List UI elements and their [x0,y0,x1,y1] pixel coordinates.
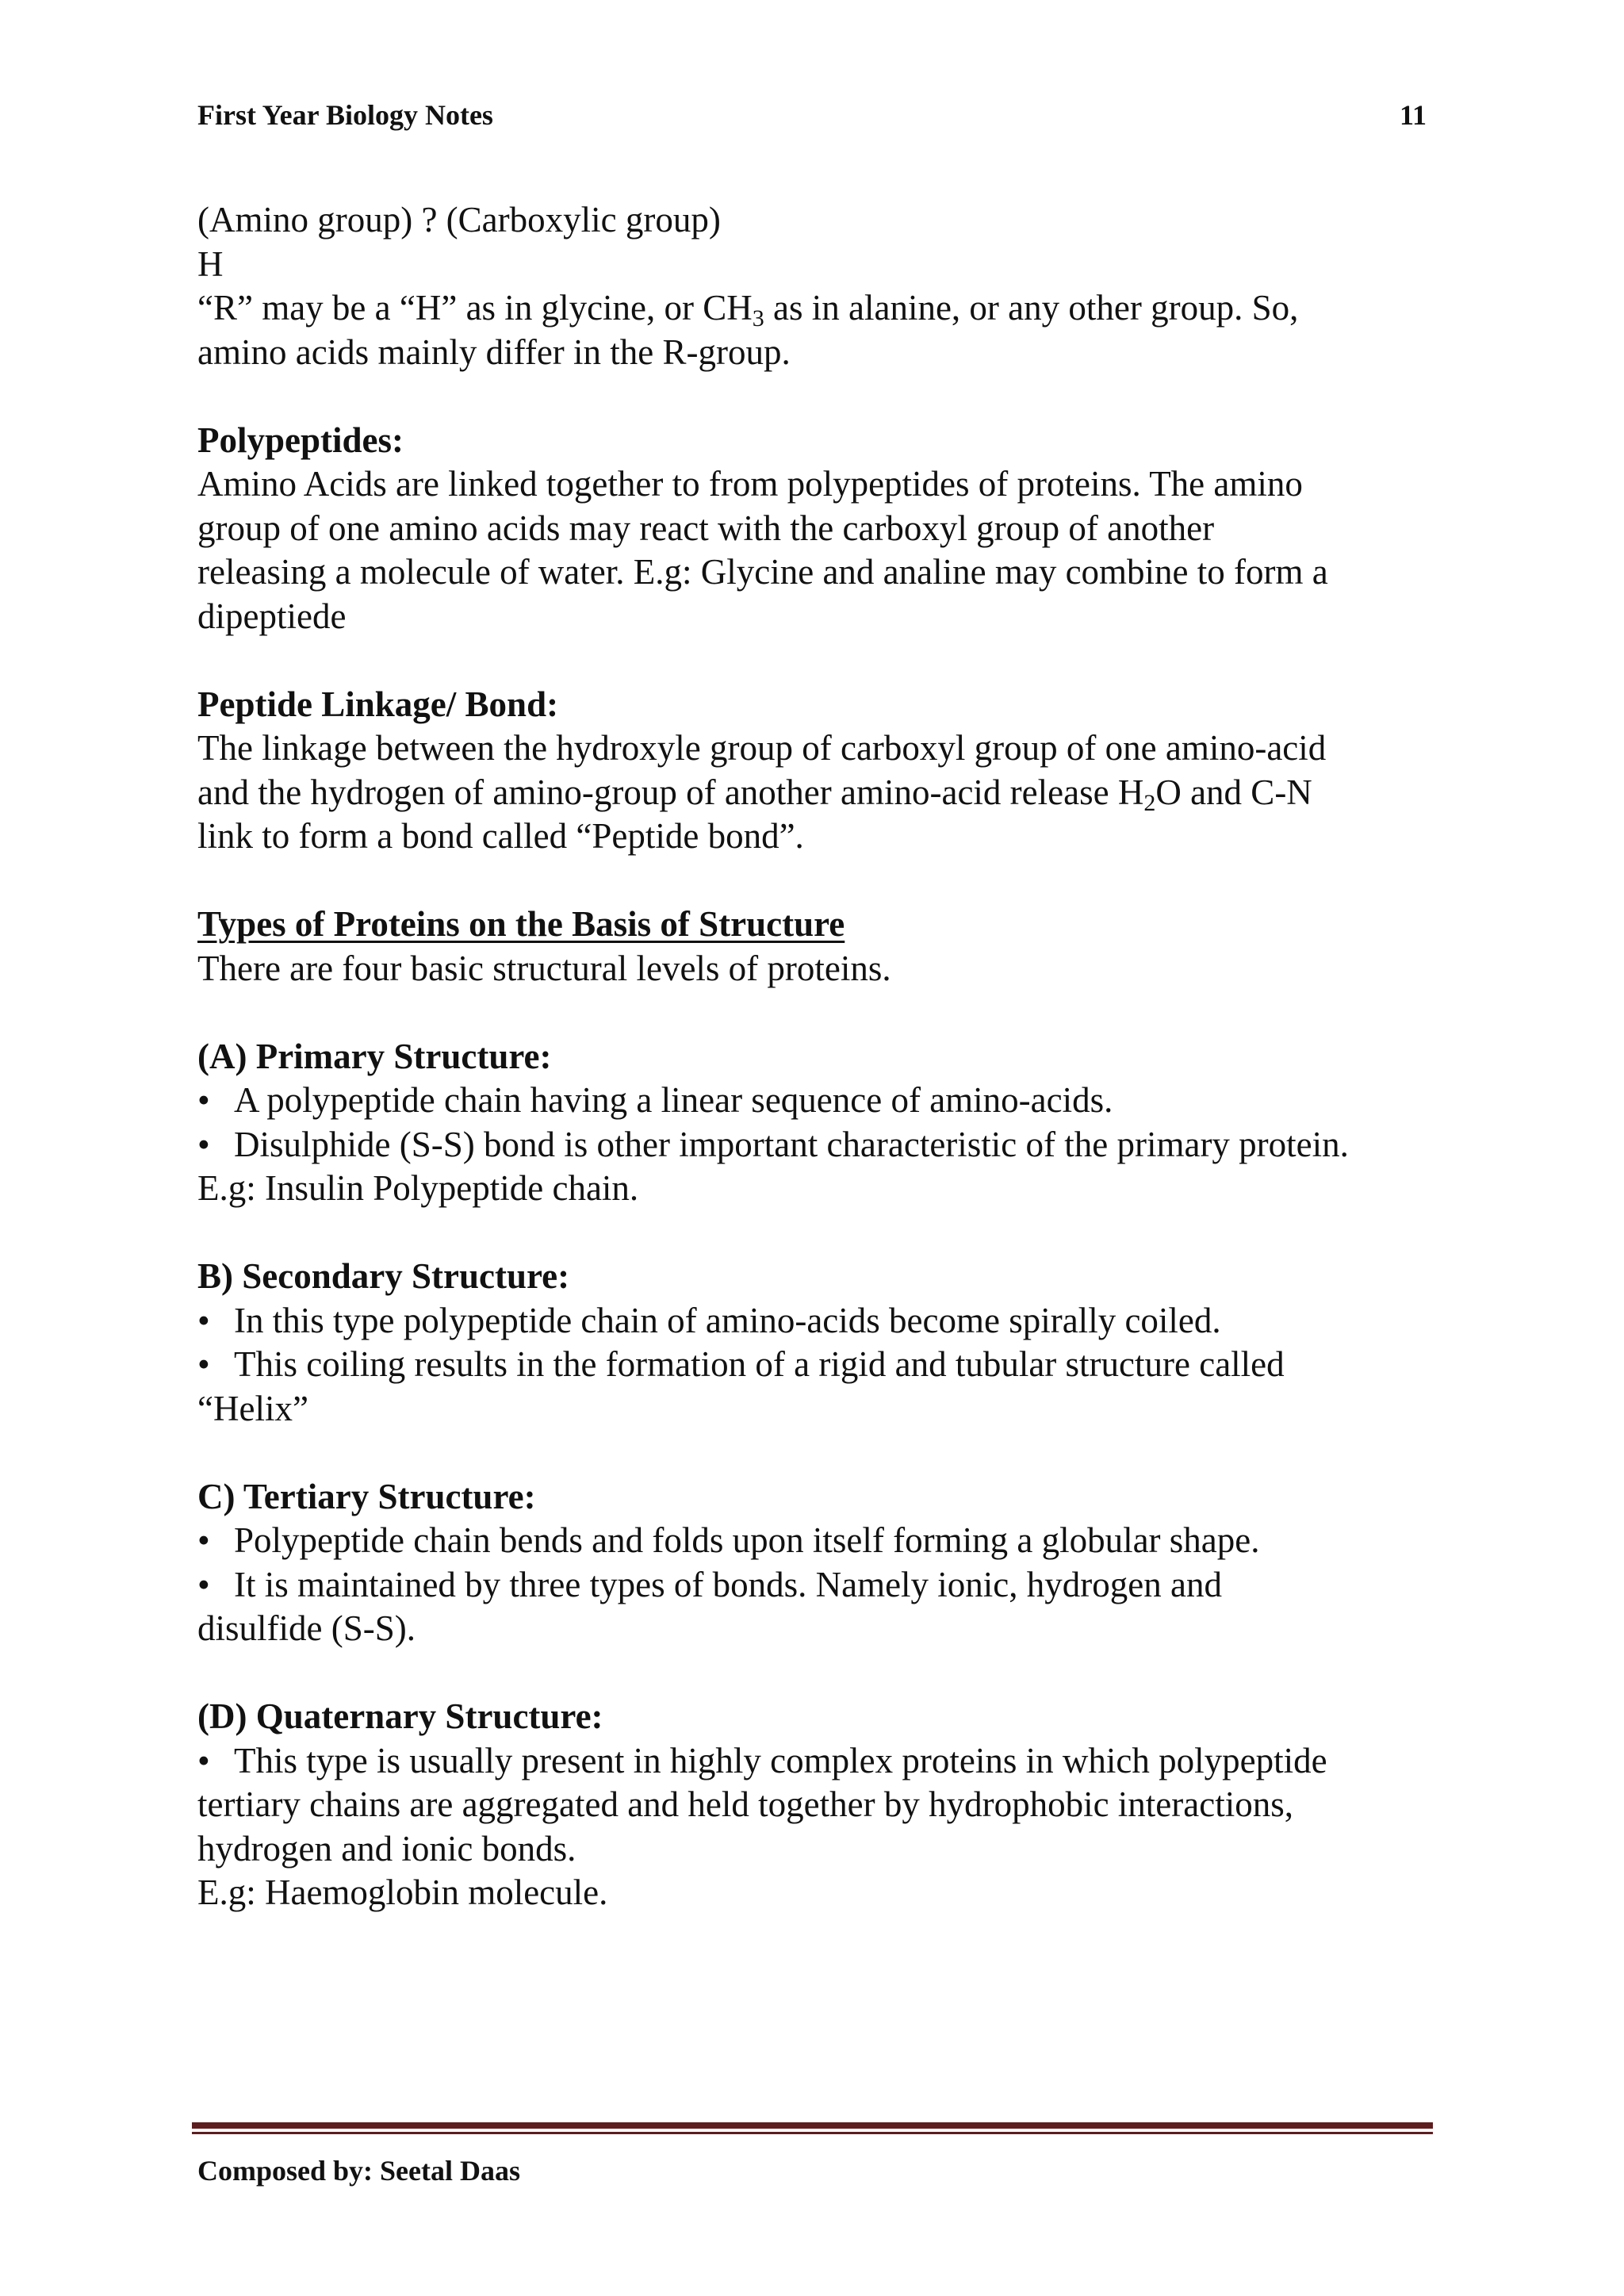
secondary-structure-heading: B) Secondary Structure: [197,1256,570,1296]
list-item-continuation: tertiary chains are aggregated and held together by hydrophobic interactions, [197,1784,1293,1824]
polypeptides-heading: Polypeptides: [197,420,404,460]
bullet-icon: • [197,1300,210,1340]
bullet-icon: • [197,1344,210,1384]
list-item: • It is maintained by three types of bonds. Namely ionic, hydrogen and [197,1563,1434,1608]
primary-example: E.g: Insulin Polypeptide chain. [197,1168,639,1208]
list-item: • A polypeptide chain having a linear sequence of amino-acids. [197,1079,1434,1123]
page-header [197,98,1427,132]
footer-credit: Composed by: Seetal Daas [197,2155,521,2187]
r-group-paragraph-cont: amino acids mainly differ in the R-group. [197,332,791,372]
r-group-paragraph: “R” may be a “H” as in glycine, or $CH_3$ as in alanine, or any other group. So, [197,288,1299,332]
primary-structure-heading: (A) Primary Structure: [197,1036,552,1076]
quaternary-example: E.g: Haemoglobin molecule. [197,1872,608,1912]
polypeptides-line: dipeptiede [197,596,347,636]
list-item: • This type is usually present in highly complex proteins in which polypeptide [197,1739,1434,1784]
document-title: First Year Biology Notes [197,99,493,131]
polypeptides-line: group of one amino acids may react with the carboxyl group of another [197,508,1215,548]
amino-formula-h: H [197,243,224,284]
page-number: 11 [1399,99,1427,131]
bullet-icon: • [197,1124,210,1164]
quaternary-structure-heading: (D) Quaternary Structure: [197,1696,603,1736]
list-item: • Polypeptide chain bends and folds upon itself forming a globular shape. [197,1519,1434,1563]
bullet-icon: • [197,1520,210,1560]
peptide-linkage-line: and the hydrogen of amino-group of another amino-acid release $H_2O$ and C-N [197,772,1312,816]
types-heading: Types of Proteins on the Basis of Structure [197,904,845,944]
list-item-continuation: “Helix” [197,1388,308,1428]
bullet-icon: • [197,1080,210,1120]
amino-formula-line: (Amino group) ? (Carboxylic group) [197,200,721,240]
polypeptides-line: releasing a molecule of water. E.g: Glycine and analine may combine to form a [197,552,1328,592]
tertiary-structure-heading: C) Tertiary Structure: [197,1476,536,1516]
peptide-linkage-heading: Peptide Linkage/ Bond: [197,684,559,724]
list-item: • Disulphide (S-S) bond is other important characteristic of the primary protein. [197,1123,1434,1167]
polypeptides-line: Amino Acids are linked together to from polypeptides of proteins. The amino [197,464,1303,504]
peptide-linkage-line: The linkage between the hydroxyle group of carboxyl group of one amino-acid [197,728,1327,768]
list-item-continuation: disulfide (S-S). [197,1608,416,1648]
footer-divider-thin [192,2132,1433,2134]
list-item: • In this type polypeptide chain of amino-acids become spirally coiled. [197,1299,1434,1343]
bullet-icon: • [197,1564,210,1604]
peptide-linkage-line: link to form a bond called “Peptide bond”. [197,816,804,856]
list-item: • This coiling results in the formation of a rigid and tubular structure called [197,1343,1434,1387]
types-intro: There are four basic structural levels of proteins. [197,948,891,988]
list-item-continuation: hydrogen and ionic bonds. [197,1828,576,1869]
page-body [197,198,1434,1915]
bullet-icon: • [197,1740,210,1780]
footer-divider [192,2122,1433,2129]
